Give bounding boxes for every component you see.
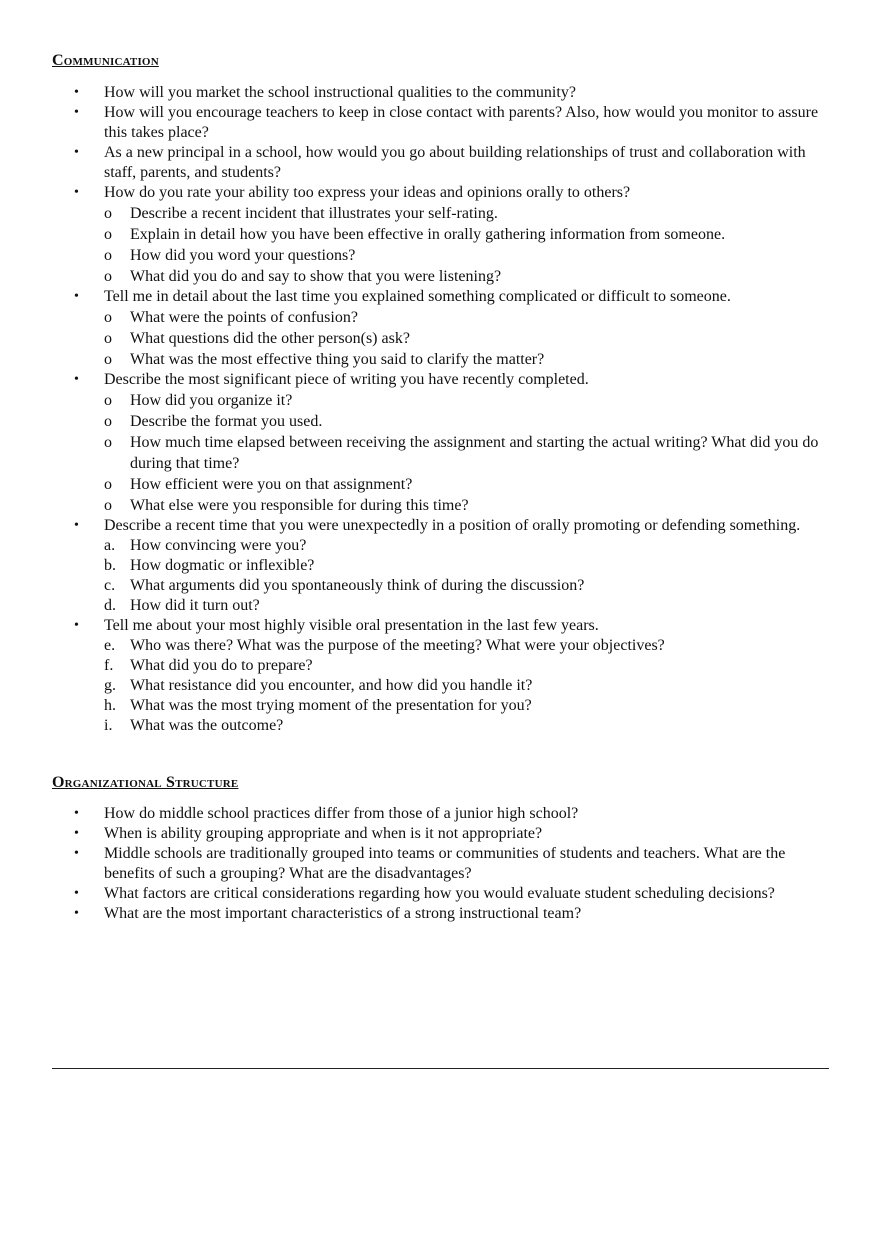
sub-bullet-icon: o [104, 434, 112, 451]
sub-question-item: f. What did you do to prepare? [104, 657, 313, 674]
sub-bullet-icon: o [104, 392, 112, 409]
list-letter: h. [104, 697, 116, 714]
sub-bullet-icon: o [104, 309, 112, 326]
question-item: • How will you encourage teachers to keep in close contact with parents? Also, how would you monitor to assure this takes place? [74, 104, 819, 141]
communication-question-list [52, 83, 832, 736]
question-item: • Describe a recent time that you were unexpectedly in a position of orally promoting or defending something. [74, 517, 801, 534]
question-item: • As a new principal in a school, how would you go about building relationships of trust and collaboration with staff, parents, and students? [74, 144, 806, 181]
sub-question-item: o What were the points of confusion? [104, 309, 358, 326]
sub-question-item: o How much time elapsed between receiving the assignment and starting the actual writing? What did you do during that time? [104, 434, 819, 472]
question-item: • How will you market the school instructional qualities to the community? [74, 84, 576, 101]
bullet-icon: • [74, 886, 79, 901]
sub-bullet-icon: o [104, 226, 112, 243]
sub-bullet-icon: o [104, 351, 112, 368]
sub-question-item: i. What was the outcome? [104, 717, 284, 734]
list-letter: a. [104, 537, 116, 554]
sub-question-item: c. What arguments did you spontaneously think of during the discussion? [104, 577, 585, 594]
question-item: • Middle schools are traditionally grouped into teams or communities of students and teachers. What are the benefits of such a grouping? What are the disadvantages? [74, 845, 786, 882]
question-item: • When is ability grouping appropriate and when is it not appropriate? [74, 825, 543, 842]
sub-question-item: d. How did it turn out? [104, 597, 260, 614]
list-letter: e. [104, 637, 116, 654]
bullet-icon: • [74, 618, 79, 633]
sub-question-item: o How efficient were you on that assignment? [104, 476, 413, 493]
sub-bullet-icon: o [104, 413, 112, 430]
question-item: • How do you rate your ability too express your ideas and opinions orally to others? [74, 184, 631, 201]
bullet-icon: • [74, 145, 79, 160]
list-letter: f. [104, 657, 114, 674]
sub-question-item: o Describe a recent incident that illustrates your self-rating. [104, 205, 498, 222]
bullet-icon: • [74, 846, 79, 861]
question-item: • What factors are critical considerations regarding how you would evaluate student scheduling decisions? [74, 885, 775, 902]
bullet-icon: • [74, 806, 79, 821]
sub-question-item: h. What was the most trying moment of the presentation for you? [104, 697, 532, 714]
sub-question-item: a. How convincing were you? [104, 537, 307, 554]
sub-question-item: o What questions did the other person(s) ask? [104, 330, 410, 347]
question-item: • Describe the most significant piece of writing you have recently completed. [74, 371, 589, 388]
footer-divider [52, 1068, 829, 1069]
sub-question-item: e. Who was there? What was the purpose of the meeting? What were your objectives? [104, 637, 665, 654]
list-letter: g. [104, 677, 116, 694]
list-letter: c. [104, 577, 116, 594]
sub-question-item: b. How dogmatic or inflexible? [104, 557, 315, 574]
question-item: • Tell me about your most highly visible oral presentation in the last few years. [74, 617, 599, 634]
sub-question-item: o Explain in detail how you have been effective in orally gathering information from someone. [104, 226, 726, 243]
question-item: • What are the most important characteristics of a strong instructional team? [74, 905, 582, 922]
bullet-icon: • [74, 372, 79, 387]
list-letter: d. [104, 597, 116, 614]
sub-bullet-icon: o [104, 268, 112, 285]
bullet-icon: • [74, 289, 79, 304]
sub-question-item: o What was the most effective thing you said to clarify the matter? [104, 351, 545, 368]
bullet-icon: • [74, 518, 79, 533]
sub-question-item: o What did you do and say to show that you were listening? [104, 268, 502, 285]
list-letter: b. [104, 557, 116, 574]
section-heading-organizational-structure: Organizational Structure [52, 774, 239, 791]
question-item: • How do middle school practices differ from those of a junior high school? [74, 805, 579, 822]
sub-question-item: o How did you word your questions? [104, 247, 356, 264]
sub-bullet-icon: o [104, 330, 112, 347]
organizational-question-list [52, 804, 832, 924]
bullet-icon: • [74, 185, 79, 200]
bullet-icon: • [74, 105, 79, 120]
sub-question-item: o What else were you responsible for during this time? [104, 497, 469, 514]
bullet-icon: • [74, 906, 79, 921]
sub-bullet-icon: o [104, 247, 112, 264]
bullet-icon: • [74, 85, 79, 100]
sub-question-item: g. What resistance did you encounter, and how did you handle it? [104, 677, 533, 694]
sub-bullet-icon: o [104, 205, 112, 222]
bullet-icon: • [74, 826, 79, 841]
question-item: • Tell me in detail about the last time you explained something complicated or difficult to someone. [74, 288, 731, 305]
sub-question-item: o Describe the format you used. [104, 413, 323, 430]
sub-bullet-icon: o [104, 497, 112, 514]
section-heading-communication: Communication [52, 52, 159, 69]
list-letter: i. [104, 717, 113, 734]
sub-bullet-icon: o [104, 476, 112, 493]
sub-question-item: o How did you organize it? [104, 392, 293, 409]
